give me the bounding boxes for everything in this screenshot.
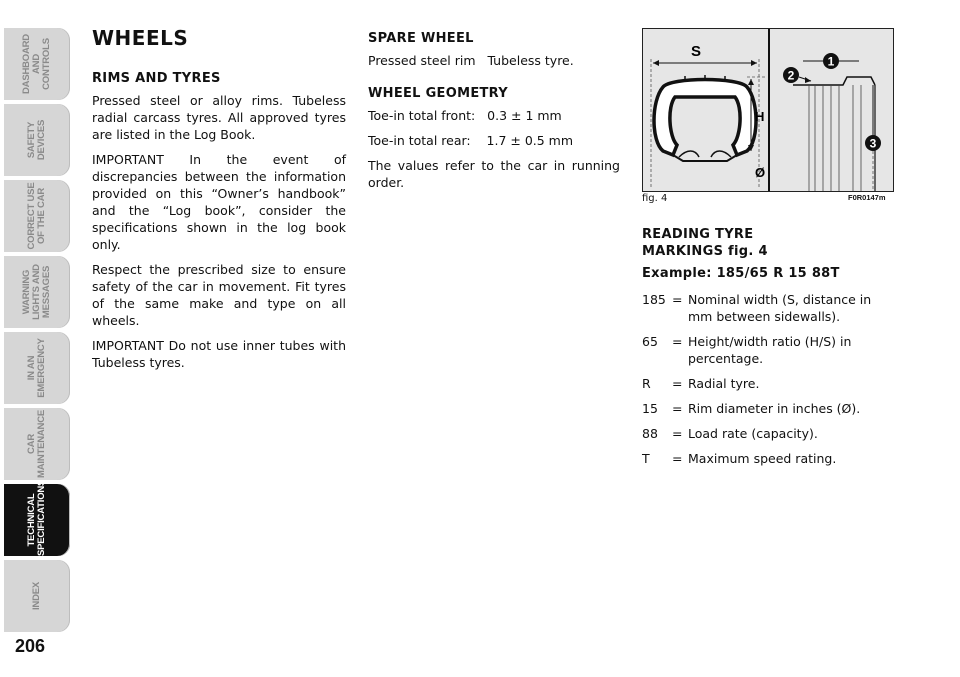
tab-dashboard-and-controls[interactable] [4,28,70,100]
callout-1-label: 1 [827,54,835,69]
tab-technical-specifications[interactable] [4,479,70,556]
rim-outline [673,155,737,161]
section-heading-tyre-markings-line1: READING TYRE [642,227,754,242]
label-s: S [691,43,702,60]
spec-equals: = [672,334,683,349]
column-spare-and-geometry [368,30,620,199]
tab-correct-use[interactable] [4,180,70,252]
spec-value: Nominal width (S, distance in mm between sidewalls). [688,292,872,324]
paragraph: Respect the prescribed size to ensure safety of the car in movement. Fit tyres of the same make and type on all wheels. [92,262,346,328]
spec-row [642,333,898,367]
tyre-marking-example: Example: 185/65 R 15 88T [642,266,840,281]
spec-row [642,291,898,325]
spec-value: Rim diameter in inches (Ø). [688,401,861,416]
spec-row [642,450,898,467]
tab-warning-lights[interactable] [4,256,70,328]
tab-safety-devices[interactable] [4,104,70,176]
spec-key: 185 [642,292,666,307]
toe-in-front: Toe-in total front: 0.3 ± 1 mm [368,108,562,123]
tab-label: CAR MAINTENANCE [26,410,47,478]
page-number: 206 [15,636,46,656]
tab-label: WARNING LIGHTS AND MESSAGES [21,264,52,320]
column-wheels [92,24,346,379]
spec-row [642,425,898,442]
tab-index[interactable] [4,560,70,632]
tab-label: TECHNICAL SPECIFICATIONS [26,479,47,556]
tab-car-maintenance[interactable] [4,408,70,480]
callout-3-label: 3 [869,136,877,151]
paragraph-important: IMPORTANT In the event of discrepancies between the information provided on this “Owner’s handbook” and the “Log book”, consider the specifications shown in the log book only. [92,152,346,252]
spec-key: 65 [642,334,658,349]
spec-value: Radial tyre. [688,376,760,391]
tyre-section-figure [642,28,894,192]
figure-caption: fig. 4 [642,193,668,204]
tyre-profile-shape [654,80,756,156]
paragraph: Pressed steel or alloy rims. Tubeless radial carcass tyres. All approved tyres are listed in the Log Book. [92,93,346,142]
section-heading-wheel-geometry: WHEEL GEOMETRY [368,86,508,101]
callout-2-arrowhead [805,77,811,83]
tab-in-an-emergency[interactable] [4,332,70,404]
tab-label: SAFETY DEVICES [26,119,47,161]
spec-row [642,375,898,392]
tyre-cross-section-diagram [643,29,893,191]
section-heading-rims-and-tyres: RIMS AND TYRES [92,71,221,86]
spec-row [642,400,898,417]
spec-equals: = [672,376,683,391]
spec-key: R [642,376,651,391]
spec-equals: = [672,451,683,466]
tab-label: IN AN EMERGENCY [26,338,47,398]
spec-value: Maximum speed rating. [688,451,837,466]
tab-label: CORRECT USE OF THE CAR [26,182,47,250]
spec-equals: = [672,292,683,307]
label-diameter: Ø [755,165,766,180]
section-heading-tyre-markings-line2: MARKINGS fig. 4 [642,244,768,259]
spec-key: T [642,451,650,466]
paragraph-important: IMPORTANT Do not use inner tubes with Tubeless tyres. [92,338,346,370]
spec-equals: = [672,426,683,441]
figure-code: F0R0147m [848,193,886,202]
callout-2-label: 2 [787,68,795,83]
running-order-note: The values refer to the car in running order. [368,158,620,190]
tab-label: DASHBOARD AND CONTROLS [21,34,52,94]
spec-value: Load rate (capacity). [688,426,818,441]
section-heading-spare-wheel: SPARE WHEEL [368,31,474,46]
tab-label: INDEX [31,581,42,611]
spec-value: Height/width ratio (H/S) in percentage. [688,334,852,366]
spare-wheel-text: Pressed steel rim Tubeless tyre. [368,53,574,68]
rim-bead-lines [679,151,731,157]
column-tyre-markings [642,226,898,475]
spec-key: 15 [642,401,658,416]
page-title: WHEELS [92,26,189,50]
spec-key: 88 [642,426,658,441]
label-h: H [755,109,765,124]
toe-in-rear: Toe-in total rear: 1.7 ± 0.5 mm [368,133,574,148]
spec-equals: = [672,401,683,416]
